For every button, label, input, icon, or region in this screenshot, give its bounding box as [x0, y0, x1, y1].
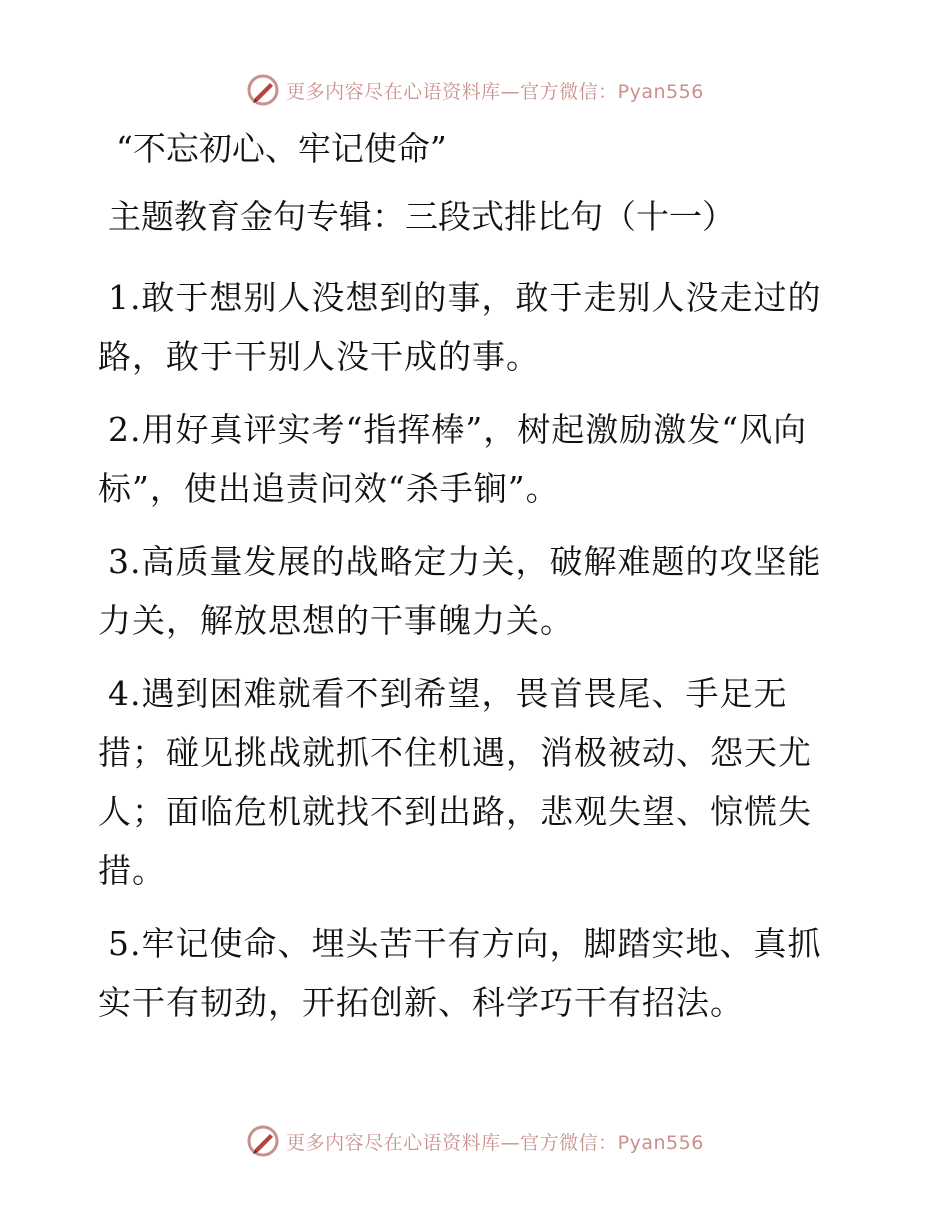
pen-logo-icon	[246, 1124, 280, 1158]
watermark-text: 更多内容尽在心语资料库—官方微信：Pyan556	[286, 80, 704, 103]
document-body	[98, 126, 838, 1046]
quote-title: “不忘初心、牢记使命”	[116, 129, 447, 168]
footer-watermark	[0, 1121, 950, 1161]
item-list	[98, 268, 838, 1032]
list-item: 4.遇到困难就看不到希望，畏首畏尾、手足无措；碰见挑战就抓不住机遇，消极被动、怨天尤人；面临危机就找不到出路，悲观失望、惊慌失措。	[98, 674, 812, 890]
list-item: 3.高质量发展的战略定力关，破解难题的攻坚能力关，解放思想的干事魄力关。	[98, 542, 822, 640]
list-item: 2.用好真评实考“指挥棒”，树起激励激发“风向标”，使出追责问效“杀手锏”。	[98, 410, 808, 508]
watermark-text: 更多内容尽在心语资料库—官方微信：Pyan556	[286, 1131, 704, 1154]
header-watermark	[0, 70, 950, 110]
pen-logo-icon	[246, 73, 280, 107]
list-item: 1.敢于想别人没想到的事，敢于走别人没走过的路，敢于干别人没干成的事。	[98, 278, 822, 376]
document-subtitle: 主题教育金句专辑：三段式排比句（十一）	[108, 197, 735, 236]
list-item: 5.牢记使命、埋头苦干有方向，脚踏实地、真抓实干有韧劲，开拓创新、科学巧干有招法。	[98, 924, 822, 1022]
